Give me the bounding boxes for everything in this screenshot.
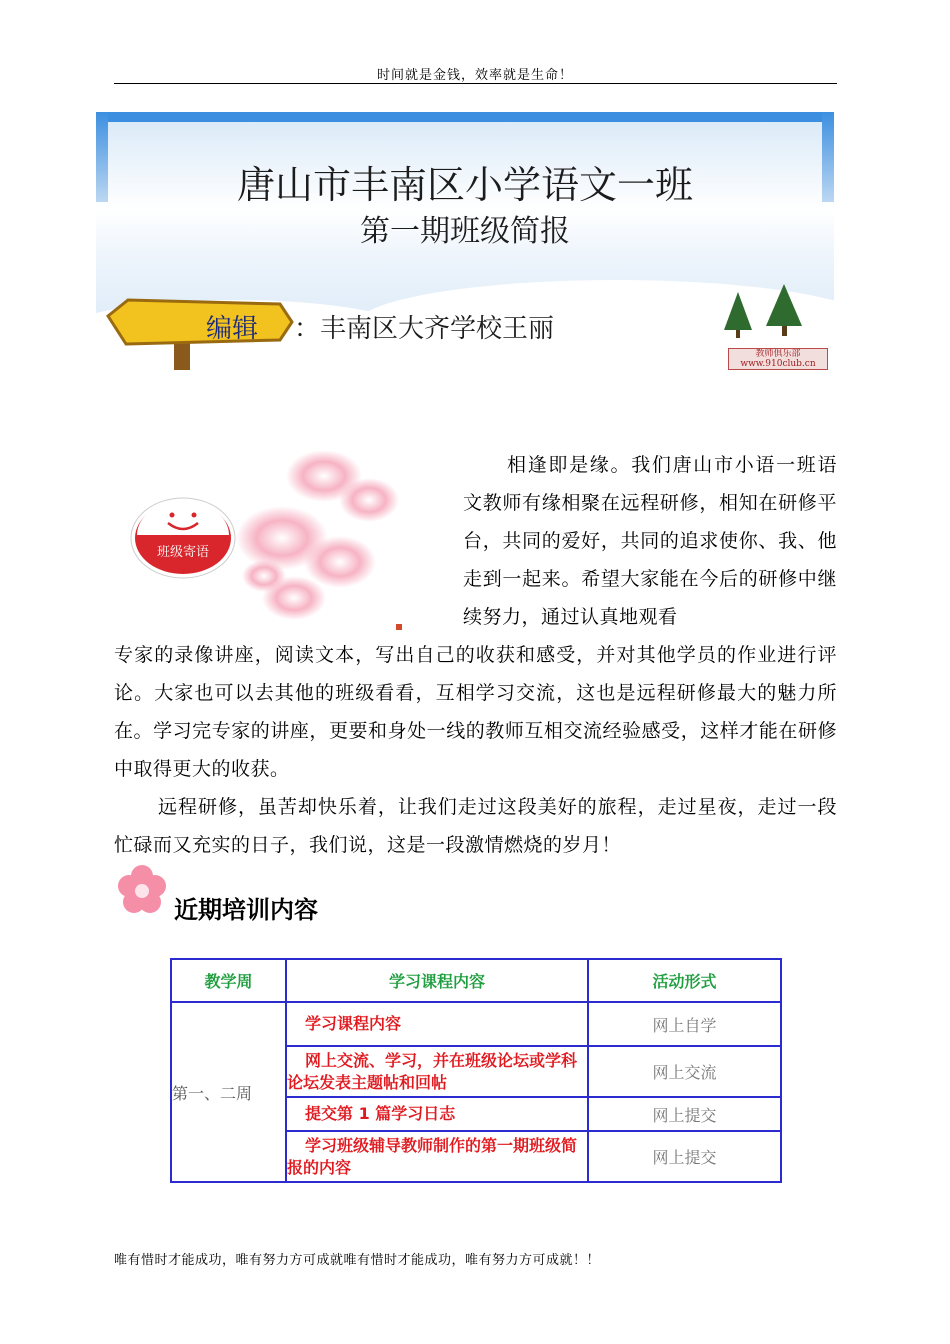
content-cell: 学习课程内容 bbox=[286, 1002, 588, 1046]
teacher-club-logo: 教师俱乐部 www.910club.cn bbox=[728, 348, 828, 370]
intro-paragraph-second bbox=[114, 788, 837, 864]
form-cell: 网上交流 bbox=[588, 1046, 781, 1097]
badge-label: 班级寄语 bbox=[156, 545, 209, 560]
column-header-content: 学习课程内容 bbox=[286, 959, 588, 1002]
flower-icon bbox=[116, 864, 168, 916]
intro-paragraph-second-text: 远程研修，虽苦却快乐着，让我们走过这段美好的旅程，走过星夜，走过一段忙碌而又充实的日子，我们说，这是一段激情燃烧的岁月！ bbox=[114, 796, 837, 856]
banner-title: 唐山市丰南区小学语文一班 bbox=[236, 163, 693, 207]
column-header-form: 活动形式 bbox=[588, 959, 781, 1002]
page-header-motto: 时间就是金钱，效率就是生命！ bbox=[376, 68, 573, 83]
banner-subtitle: 第一期班级简报 bbox=[360, 214, 570, 249]
form-cell: 网上提交 bbox=[588, 1097, 781, 1131]
banner-frame-top bbox=[96, 112, 834, 122]
training-table bbox=[170, 958, 782, 1183]
content-cell: 提交第 1 篇学习日志 bbox=[286, 1097, 588, 1131]
intro-paragraph-top bbox=[463, 446, 837, 636]
banner bbox=[96, 112, 834, 370]
header-rule bbox=[114, 83, 837, 84]
section-title: 近期培训内容 bbox=[174, 896, 318, 924]
form-cell: 网上提交 bbox=[588, 1131, 781, 1182]
content-cell: 网上交流、学习，并在班级论坛或学科论坛发表主题帖和回帖 bbox=[286, 1046, 588, 1097]
smiley-badge-icon bbox=[130, 497, 236, 579]
week-cell: 第一、二周 bbox=[171, 1002, 286, 1182]
editor-label: 编辑 bbox=[206, 314, 259, 344]
intro-paragraph-bottom: 专家的录像讲座，阅读文本，写出自己的收获和感受，并对其他学员的作业进行评论。大家也可以去其他的班级看看，互相学习交流，这也是远程研修最大的魅力所在。学习完专家的讲座，更要和身处一线的教师互相交流经验感受，这样才能在研修中取得更大的收获。 bbox=[114, 644, 837, 780]
intro-paragraph-top-text: 相逢即是缘。我们唐山市小语一班语文教师有缘相聚在远程研修，相知在研修平台，共同的爱好，共同的追求使你、我、他走到一起来。希望大家能在今后的研修中继续努力，通过认真地观看 bbox=[463, 454, 837, 628]
form-cell: 网上自学 bbox=[588, 1002, 781, 1046]
content-cell: 学习班级辅导教师制作的第一期班级简报的内容 bbox=[286, 1131, 588, 1182]
table-row bbox=[171, 1002, 781, 1046]
table-header-row bbox=[171, 959, 781, 1002]
column-header-week: 教学周 bbox=[171, 959, 286, 1002]
pine-trees-icon bbox=[718, 284, 814, 340]
page-footer-text: 唯有惜时才能成功，唯有努力方可成就唯有惜时才能成功，唯有努力方可成就！！ bbox=[114, 1253, 601, 1268]
editor-name: ：丰南区大齐学校王丽 bbox=[294, 314, 555, 344]
signpost-icon bbox=[104, 294, 294, 370]
